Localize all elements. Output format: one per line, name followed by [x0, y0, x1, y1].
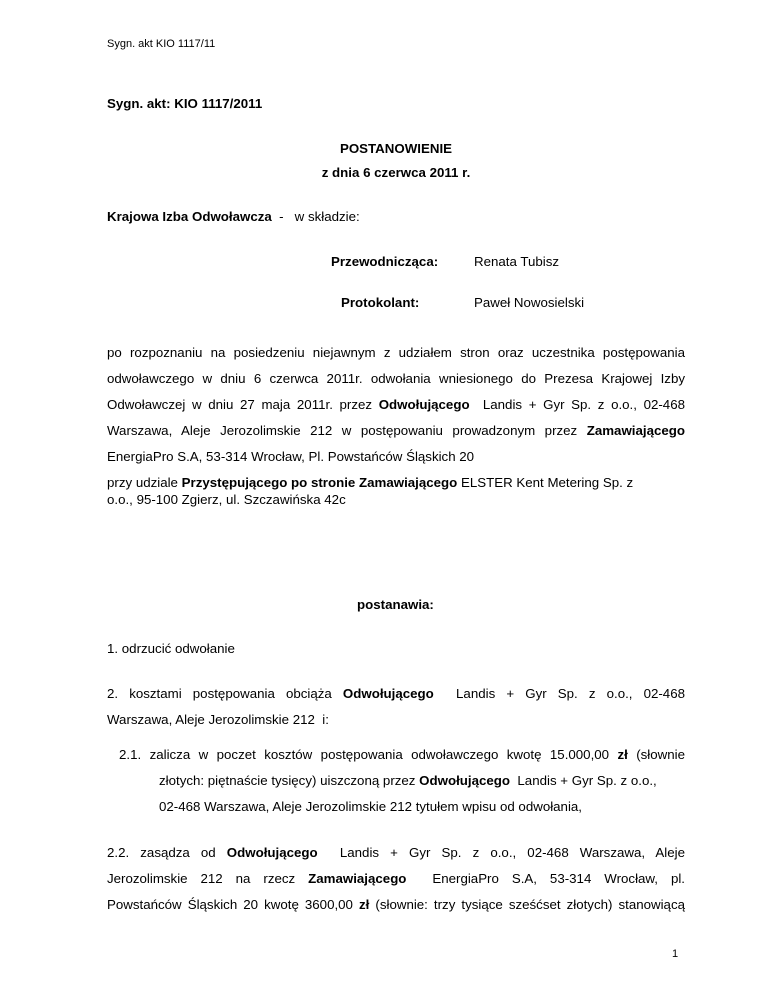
item-2-line: 2. kosztami postępowania obciąża Odwołującego Landis + Gyr Sp. z o.o., 02-468	[107, 686, 685, 701]
intro-line: Odwoławczej w dniu 27 maja 2011r. przez Odwołującego Landis + Gyr Sp. z o.o., 02-468	[107, 397, 685, 412]
contracting-authority-label: Zamawiającego	[308, 871, 407, 886]
document-title: POSTANOWIENIE	[339, 141, 453, 156]
intervener-label: Przystępującego po stronie Zamawiającego	[181, 475, 458, 490]
court-composition: - w składzie:	[271, 209, 360, 224]
intro-line: Warszawa, Aleje Jerozolimskie 212 w postępowaniu prowadzonym przez Zamawiającego	[107, 423, 685, 438]
intro-line: po rozpoznaniu na posiedzeniu niejawnym z udziałem stron oraz uczestnika postępowania	[107, 345, 685, 360]
item-2-1-line: 02-468 Warszawa, Aleje Jerozolimskie 212 tytułem wpisu od odwołania,	[159, 799, 583, 814]
page-number: 1	[672, 948, 679, 960]
court-name: Krajowa Izba Odwoławcza	[107, 209, 272, 224]
chair-label: Przewodnicząca:	[331, 254, 439, 269]
intro-line: odwoławczego w dniu 6 czerwca 2011r. odwołania wniesionego do Prezesa Krajowej Izby	[107, 371, 685, 386]
currency-label: zł	[617, 747, 628, 762]
running-header: Sygn. akt KIO 1117/11	[107, 38, 216, 50]
intervener-paragraph	[107, 474, 685, 508]
appellant-label: Odwołującego	[342, 686, 434, 701]
court-line	[107, 209, 360, 224]
item-1: 1. odrzucić odwołanie	[107, 641, 235, 656]
currency-label: zł	[359, 897, 370, 912]
item-2-2-line: Powstańców Śląskich 20 kwotę 3600,00 zł (słownie: trzy tysiące sześćset złotych) stanowiącą	[107, 897, 685, 912]
intervener-line: o.o., 95-100 Zgierz, ul. Szczawińska 42c	[107, 492, 346, 507]
intro-paragraph	[107, 340, 685, 470]
appellant-label: Odwołującego	[226, 845, 318, 860]
document-date: z dnia 6 czerwca 2011 r.	[321, 165, 471, 180]
clerk-name: Paweł Nowosielski	[474, 295, 585, 310]
item-2	[107, 681, 685, 733]
chair-name: Renata Tubisz	[474, 254, 560, 269]
item-2-line: Warszawa, Aleje Jerozolimskie 212 i:	[107, 712, 329, 727]
item-2-1	[119, 742, 685, 820]
case-reference: Sygn. akt: KIO 1117/2011	[107, 96, 263, 111]
decides-heading: postanawia:	[357, 597, 434, 612]
appellant-label: Odwołującego	[419, 773, 511, 788]
item-2-1-line: złotych: piętnaście tysięcy) uiszczoną przez Odwołującego Landis + Gyr Sp. z o.o.,	[159, 773, 657, 788]
contracting-authority-label: Zamawiającego	[586, 423, 685, 438]
intervener-line: przy udziale Przystępującego po stronie Zamawiającego ELSTER Kent Metering Sp. z	[107, 475, 634, 490]
item-2-2-line: Jerozolimskie 212 na rzecz Zamawiającego EnergiaPro S.A, 53-314 Wrocław, pl.	[107, 871, 685, 886]
clerk-label: Protokolant:	[341, 295, 420, 310]
appellant-label: Odwołującego	[378, 397, 470, 412]
intro-line: EnergiaPro S.A, 53-314 Wrocław, Pl. Powstańców Śląskich 20	[107, 449, 475, 464]
item-2-2	[107, 840, 685, 918]
item-2-2-line: 2.2. zasądza od Odwołującego Landis + Gyr Sp. z o.o., 02-468 Warszawa, Aleje	[107, 845, 686, 860]
item-2-1-line: 2.1. zalicza w poczet kosztów postępowania odwoławczego kwotę 15.000,00 zł (słownie	[119, 747, 685, 762]
